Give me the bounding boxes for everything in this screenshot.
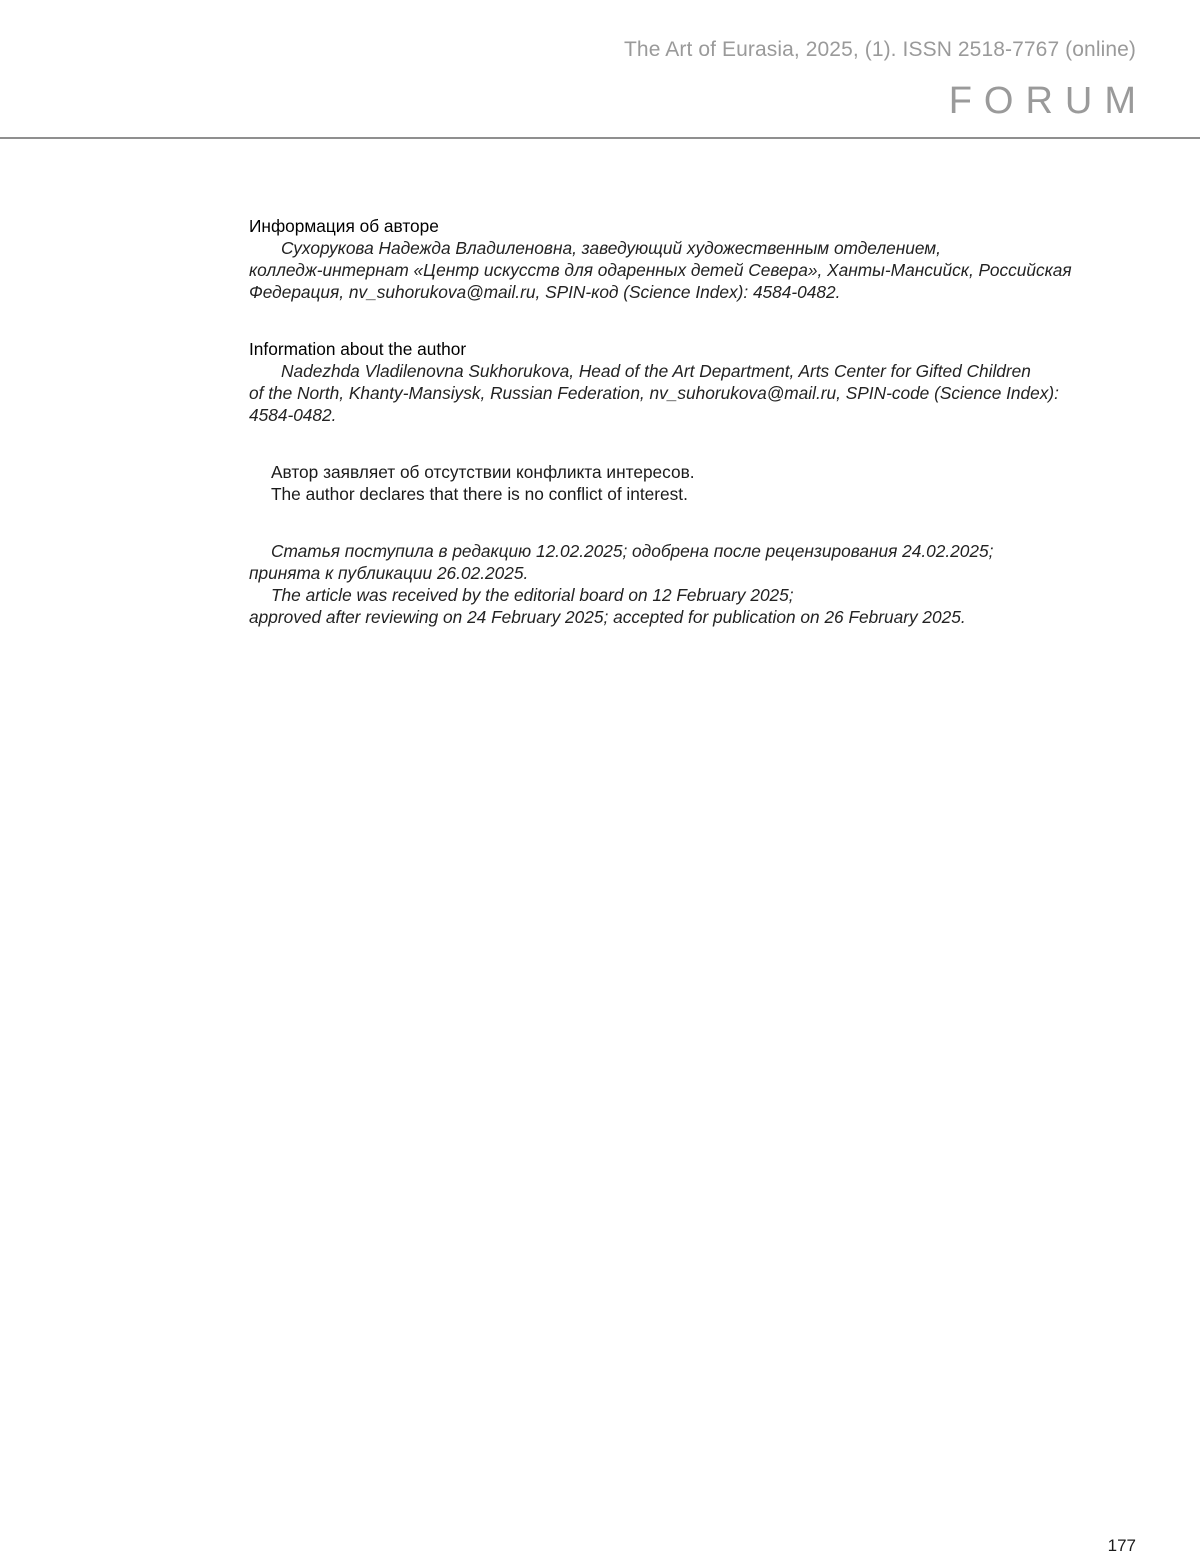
conflict-statement-en: The author declares that there is no conflict of interest. bbox=[271, 484, 688, 504]
author-info-ru-line: Сухорукова Надежда Владиленовна, заведующий художественным отделением, bbox=[281, 238, 941, 258]
article-dates-en-line: approved after reviewing on 24 February 2025; accepted for publication on 26 February 2025. bbox=[249, 607, 966, 627]
author-info-ru-line: колледж-интернат «Центр искусств для одаренных детей Севера», Ханты-Мансийск, Российская bbox=[249, 260, 1072, 280]
author-info-en-line: of the North, Khanty-Mansiysk, Russian Federation, nv_suhorukova@mail.ru, SPIN-code (Science Index): bbox=[249, 383, 1059, 403]
author-info-en-line: Nadezhda Vladilenovna Sukhorukova, Head of the Art Department, Arts Center for Gifted Children bbox=[281, 361, 1031, 381]
conflict-statement bbox=[249, 461, 1109, 505]
page-content bbox=[249, 215, 1109, 628]
author-info-en bbox=[249, 338, 1109, 426]
spacer bbox=[249, 426, 1109, 461]
author-info-en-line: 4584-0482. bbox=[249, 405, 337, 425]
article-dates-ru-line: принята к публикации 26.02.2025. bbox=[249, 563, 529, 583]
section-title: FORUM bbox=[948, 80, 1148, 122]
author-info-ru-heading: Информация об авторе bbox=[249, 216, 439, 236]
author-info-en-heading: Information about the author bbox=[249, 339, 467, 359]
header-divider bbox=[0, 137, 1200, 139]
journal-citation: The Art of Eurasia, 2025, (1). ISSN 2518-7767 (online) bbox=[623, 38, 1136, 61]
spacer bbox=[249, 505, 1109, 540]
article-dates-ru-line: Статья поступила в редакцию 12.02.2025; одобрена после рецензирования 24.02.2025; bbox=[271, 541, 994, 561]
article-dates bbox=[249, 540, 1109, 628]
author-info-ru bbox=[249, 215, 1109, 303]
spacer bbox=[249, 303, 1109, 338]
author-info-ru-line: Федерация, nv_suhorukova@mail.ru, SPIN-код (Science Index): 4584-0482. bbox=[249, 282, 841, 302]
page-number: 177 bbox=[1107, 1536, 1136, 1555]
conflict-statement-ru: Автор заявляет об отсутствии конфликта интересов. bbox=[271, 462, 695, 482]
article-dates-en-line: The article was received by the editorial board on 12 February 2025; bbox=[271, 585, 794, 605]
